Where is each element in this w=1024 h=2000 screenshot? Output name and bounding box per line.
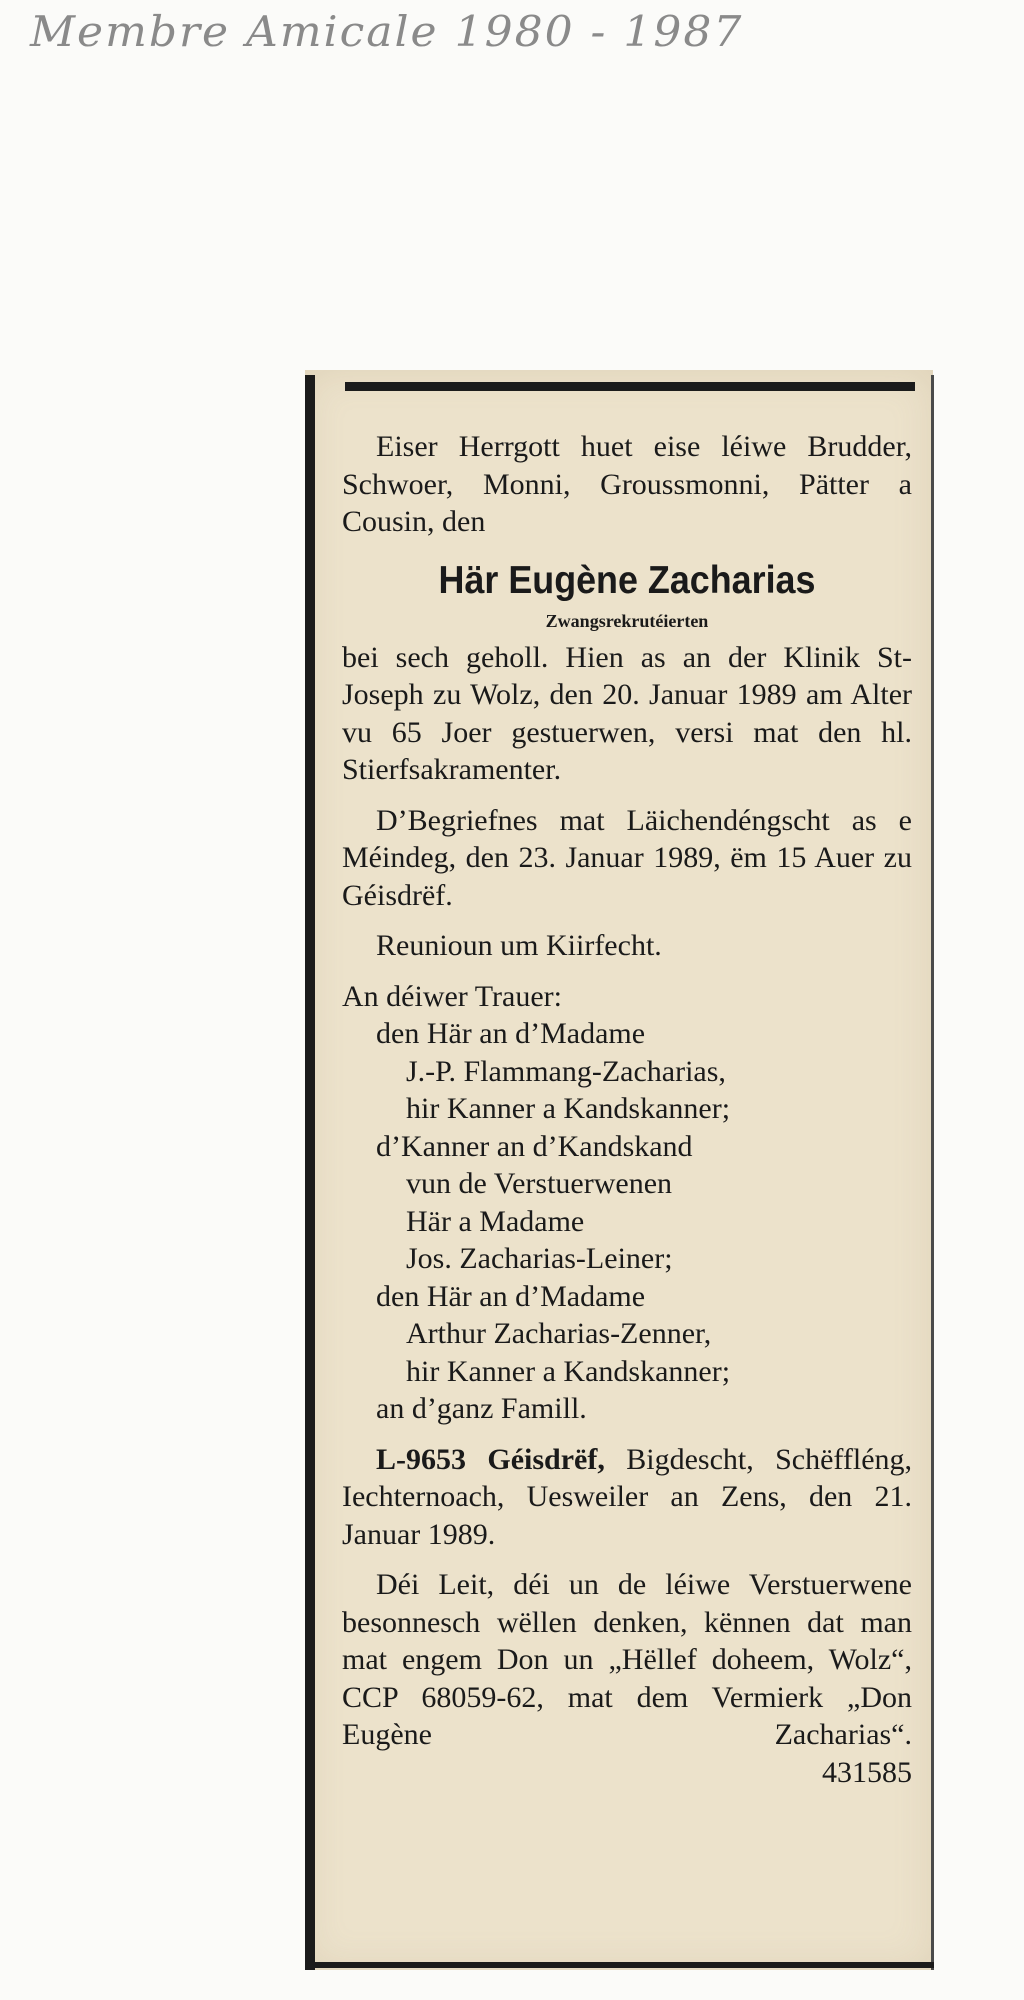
place-name: L-9653 Géisdrëf, [376, 1442, 605, 1476]
place-details: Bigdescht, Schëffléng, Iechternoach, Uesweiler an Zens, den 21. Januar 1989. [342, 1442, 913, 1551]
mourner-line: vun de Verstuerwenen [406, 1167, 673, 1200]
mourner-line: Här a Madame [406, 1204, 585, 1238]
mourner-line: hir Kanner a Kandskanner; [406, 1354, 731, 1388]
deceased-name: Här Eugène Zacharias [438, 558, 816, 602]
mourner-line: an d’ganz Famill. [376, 1392, 587, 1425]
handwritten-annotation: Membre Amicale 1980 - 1987 [30, 8, 744, 57]
mourner-line: den Här an d’Madame [376, 1017, 646, 1050]
donation-text: Déi Leit, déi un de léiwe Verstuerwene besonnesch wëllen denken, kënnen dat man mat engem Don un „Hëllef doheem, Wolz“, CCP 68059-62, mat dem Vermierk „Don Eugène Zacharias“. [342, 1568, 912, 1751]
reunion-paragraph: Reunioun um Kiirfecht. [376, 929, 662, 962]
mourning-heading: An déiwer Trauer: [342, 979, 562, 1013]
death-paragraph: bei sech geholl. Hien as an der Klinik St-Joseph zu Wolz, den 20. Januar 1989 am Alter vu 65 Joer gestuerwen, versi mat den hl. Stierfsakramenter. [342, 640, 912, 786]
reference-number: 431585 [822, 1755, 912, 1789]
mourner-line: den Här an d’Madame [376, 1279, 646, 1313]
reference-line [342, 1754, 912, 1792]
deceased-subtitle: Zwangsrekrutéierten [545, 610, 709, 631]
bottom-border-rule [305, 1962, 934, 1968]
mourners-list [342, 1015, 912, 1428]
mourner-line: hir Kanner a Kandskanner; [406, 1092, 731, 1125]
funeral-paragraph: D’Begriefnes mat Läichendéngscht as e Méindeg, den 23. Januar 1989, ëm 15 Auer zu Géisdrëf. [342, 803, 912, 912]
donation-paragraph [342, 1566, 912, 1754]
obituary-text [342, 428, 912, 1791]
mourner-line: Arthur Zacharias-Zenner, [406, 1317, 712, 1350]
top-border-rule [345, 382, 915, 391]
right-border-rule [931, 375, 934, 1970]
mourner-line: J.-P. Flammang-Zacharias, [406, 1054, 726, 1088]
mourner-line: Jos. Zacharias-Leiner; [406, 1242, 673, 1275]
mourner-line: d’Kanner an d’Kandskand [376, 1129, 693, 1163]
left-border-rule [305, 375, 315, 1970]
intro-paragraph: Eiser Herrgott huet eise léiwe Brudder, Schwoer, Monni, Groussmonni, Pätter a Cousin, den [342, 430, 912, 538]
place-paragraph [342, 1441, 912, 1554]
